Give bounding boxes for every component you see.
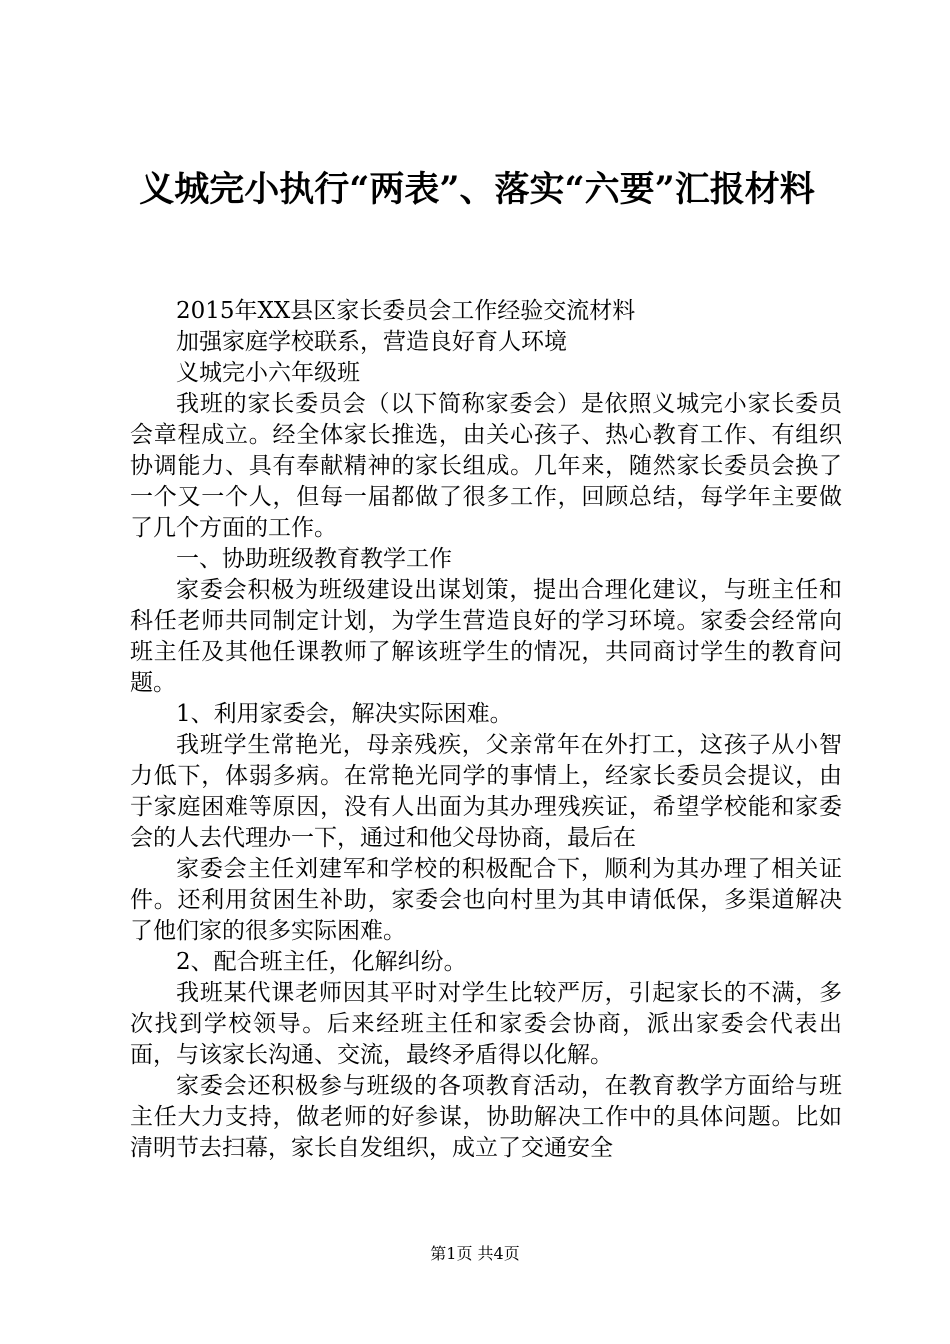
body-paragraph: 我班的家长委员会（以下简称家委会）是依照义城完小家长委员会章程成立。经全体家长推选，由关心孩子、热心教育工作、有组织协调能力、具有奉献精神的家长组成。几年来，随然家长委员会换了一个又一个人，但每一届都做了很多工作，回顾总结，每学年主要做了几个方面的工作。 <box>130 391 842 541</box>
body-paragraph: 我班学生常艳光，母亲残疾，父亲常年在外打工，这孩子从小智力低下，体弱多病。在常艳光同学的事情上，经家长委员会提议，由于家庭困难等原因，没有人出面为其办理残疾证，希望学校能和家委会的人去代理办一下，通过和他父母协商，最后在 <box>130 732 842 851</box>
document-title: 义城完小执行“两表”、落实“六要”汇报材料 <box>139 169 815 210</box>
section-heading: 一、协助班级教育教学工作 <box>176 546 452 572</box>
subsection-heading: 2、配合班主任，化解纠纷。 <box>176 949 467 975</box>
body-paragraph: 家委会主任刘建军和学校的积极配合下，顺利为其办理了相关证件。还利用贫困生补助，家委会也向村里为其申请低保，多渠道解决了他们家的很多实际困难。 <box>130 856 842 944</box>
author-line: 义城完小六年级班 <box>176 360 360 386</box>
subtitle-line: 加强家庭学校联系，营造良好育人环境 <box>176 329 567 355</box>
subsection-heading: 1、利用家委会，解决实际困难。 <box>176 701 513 727</box>
body-paragraph: 家委会积极为班级建设出谋划策，提出合理化建议，与班主任和科任老师共同制定计划，为学生营造良好的学习环境。家委会经常向班主任及其他任课教师了解该班学生的情况，共同商讨学生的教育问题。 <box>130 577 842 696</box>
body-paragraph: 我班某代课老师因其平时对学生比较严厉，引起家长的不满，多次找到学校领导。后来经班主任和家委会协商，派出家委会代表出面，与该家长沟通、交流，最终矛盾得以化解。 <box>130 980 842 1068</box>
document-body <box>130 296 842 1164</box>
body-paragraph: 家委会还积极参与班级的各项教育活动，在教育教学方面给与班主任大力支持，做老师的好参谋，协助解决工作中的具体问题。比如清明节去扫幕，家长自发组织，成立了交通安全 <box>130 1073 842 1161</box>
subtitle-line: 2015年XX县区家长委员会工作经验交流材料 <box>176 298 636 324</box>
page-footer: 第1页 共4页 <box>430 1244 520 1263</box>
